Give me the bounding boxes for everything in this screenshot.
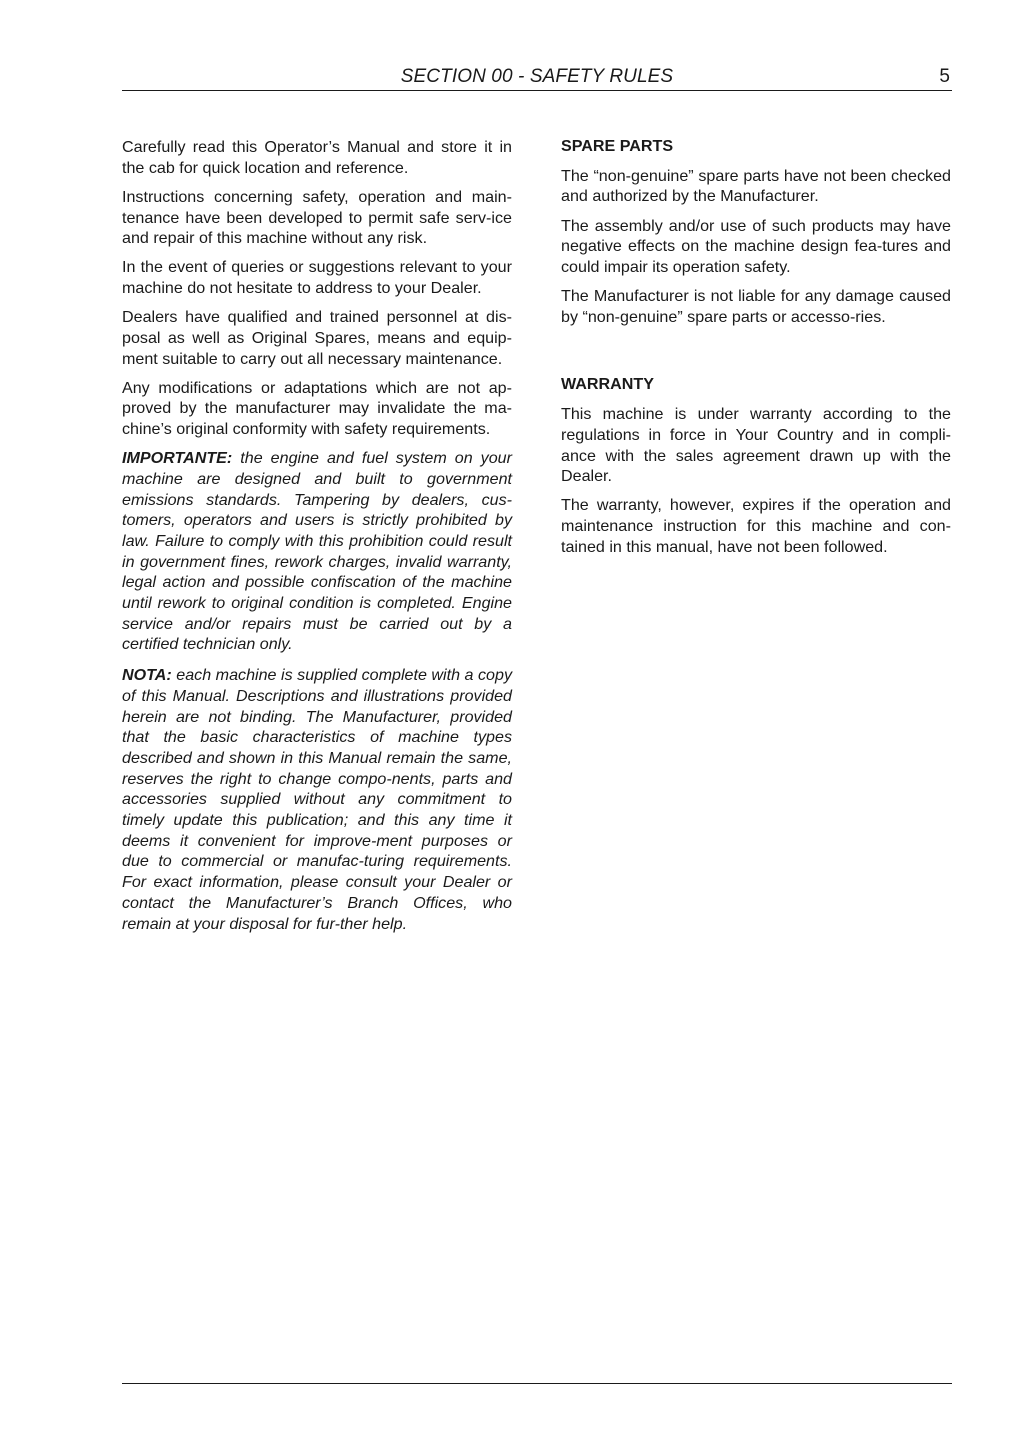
modifications-paragraph: Any modifications or adaptations which are not ap-proved by the manufacturer may invalidate the ma-chine’s original conformity with safety requirements.	[122, 378, 512, 438]
right-column	[561, 136, 951, 566]
importante-text: the engine and fuel system on your machine are designed and built to government emissions standards. Tampering by dealers, cus-tomers, operators and users is strictly prohibited by law. Failure to comply with this prohibition could result in government fines, rework charges, invalid warranty, legal action and possible confiscation of the machine until rework to original condition is completed. Engine service and/or repairs must be carried out by a certified technician only.	[122, 449, 512, 654]
spare-parts-heading: SPARE PARTS	[561, 137, 674, 155]
nota-label: NOTA:	[122, 666, 172, 685]
importante-label: IMPORTANTE:	[122, 449, 233, 468]
page-number: 5	[939, 66, 950, 87]
footer-rule	[122, 1383, 952, 1384]
left-column	[122, 136, 512, 944]
warranty-paragraph: The warranty, however, expires if the operation and maintenance instruction for this machine and con-tained in this manual, have not been followed.	[561, 496, 951, 556]
warranty-heading: WARRANTY	[561, 375, 654, 394]
nota-note	[122, 665, 512, 934]
spare-parts-paragraph: The Manufacturer is not liable for any damage caused by “non-genuine” spare parts or accesso-ries.	[561, 287, 951, 326]
intro-paragraph: Carefully read this Operator’s Manual and store it in the cab for quick location and reference.	[122, 138, 512, 177]
nota-text: each machine is supplied complete with a copy of this Manual. Descriptions and illustrations provided herein are not binding. The Manufacturer, provided that the basic characteristics of machine types described and shown in this Manual remain the same, reserves the right to change compo-nents, parts and accessories supplied without any commitment to timely update this publication; and this any time it deems it convenient for improve-ment purposes or due to commercial or manufac-turing requirements. For exact information, please consult your Dealer or contact the Manufacturer’s Branch Offices, who remain at your disposal for fur-ther help.	[122, 666, 512, 933]
page-header	[122, 62, 952, 91]
warranty-paragraph: This machine is under warranty according to the regulations in force in Your Country and in compli-ance with the sales agreement drawn up with the Dealer.	[561, 405, 951, 486]
section-title: SECTION 00 - SAFETY RULES	[400, 66, 674, 87]
instructions-paragraph: Instructions concerning safety, operation and main-tenance have been developed to permit safe serv-ice and repair of this machine without any risk.	[122, 187, 512, 248]
dealers-paragraph: Dealers have qualified and trained personnel at dis-posal as well as Original Spares, means and equip-ment suitable to carry out all necessary maintenance.	[122, 308, 512, 368]
spare-parts-paragraph: The “non-genuine” spare parts have not been checked and authorized by the Manufacturer.	[561, 166, 951, 206]
importante-note	[122, 448, 512, 655]
queries-paragraph: In the event of queries or suggestions relevant to your machine do not hesitate to address to your Dealer.	[122, 258, 512, 297]
spare-parts-paragraph: The assembly and/or use of such products may have negative effects on the machine design fea-tures and could impair its operation safety.	[561, 216, 951, 276]
